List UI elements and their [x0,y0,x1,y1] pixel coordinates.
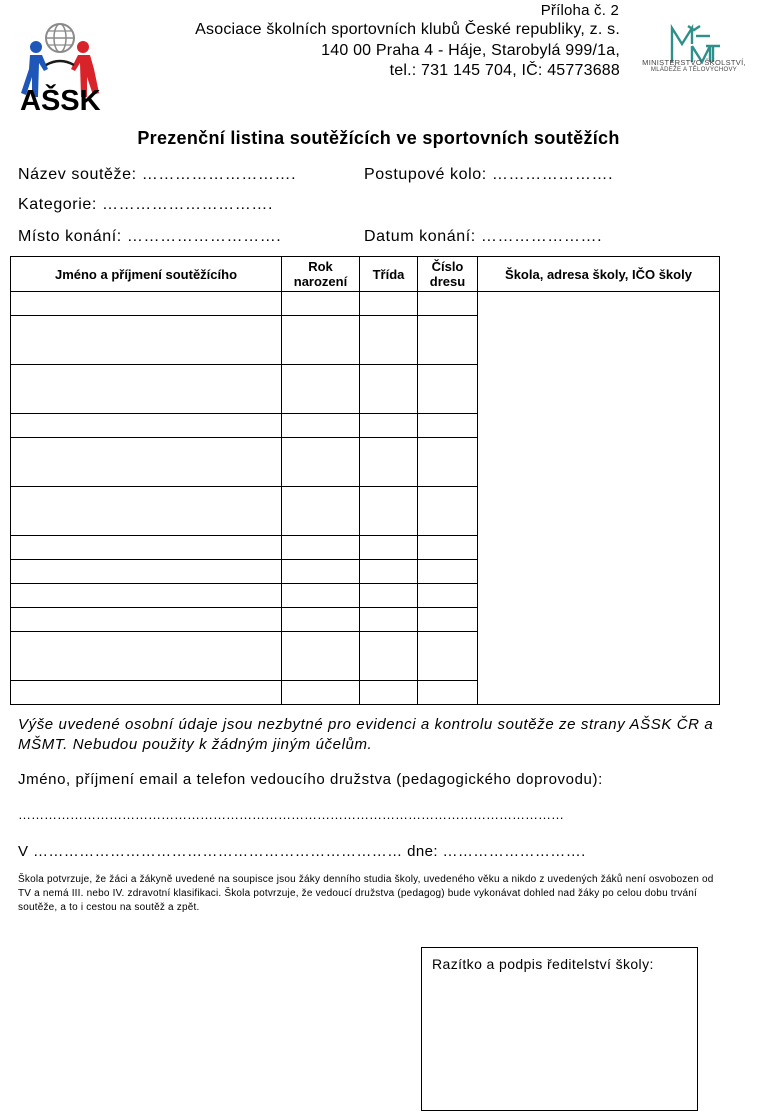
cell-birth-year[interactable] [282,438,360,487]
col-header-class: Třída [360,257,418,292]
msmt-name-line2: MLÁDEŽE A TĚLOVÝCHOVY [650,67,738,73]
privacy-note: Výše uvedené osobní údaje jsou nezbytné pro evidenci a kontrolu soutěže ze strany AŠSK ČR a MŠMT. Nebudou použity k žádným jiným účelům. [18,716,714,753]
cell-birth-year[interactable] [282,316,360,365]
competition-name-field[interactable]: Název soutěže: ………………………. [18,166,297,183]
cell-name[interactable] [11,487,282,536]
document-title: Prezenční listina soutěžících ve sportovních soutěžích [137,128,620,148]
col-header-name: Jméno a příjmení soutěžícího [11,257,282,292]
cell-name[interactable] [11,438,282,487]
cell-birth-year[interactable] [282,608,360,632]
cell-name[interactable] [11,316,282,365]
cell-class[interactable] [360,560,418,584]
col-header-school: Škola, adresa školy, IČO školy [478,257,720,292]
stamp-signature-label: Razítko a podpis ředitelství školy: [432,956,654,972]
cell-birth-year[interactable] [282,365,360,414]
round-field[interactable]: Postupové kolo: …………………. [364,166,614,183]
school-confirmation-text: Škola potvrzuje, že žáci a žákyně uvedené na soupisce jsou žáky denního studia školy, uvedeného věku a nikdo z uvedených žáků není osvobozen od TV a nemá III. nebo IV. zdravotní klasifikaci. Škola potvrzuje, že vedoucí družstva (pedagog) bude vykonávat dohled nad žáky po celou dobu trvání soutěže, a to i cestou na soutěž a zpět. [18,874,714,913]
cell-name[interactable] [11,292,282,316]
cell-jersey-number[interactable] [418,438,478,487]
cell-jersey-number[interactable] [418,632,478,681]
cell-name[interactable] [11,414,282,438]
cell-name[interactable] [11,681,282,705]
team-leader-label: Jméno, příjmení email a telefon vedoucího družstva (pedagogického doprovodu): [18,771,603,788]
cell-birth-year[interactable] [282,681,360,705]
cell-class[interactable] [360,536,418,560]
cell-name[interactable] [11,632,282,681]
cell-class[interactable] [360,365,418,414]
cell-class[interactable] [360,608,418,632]
cell-class[interactable] [360,487,418,536]
cell-jersey-number[interactable] [418,365,478,414]
col-header-jersey-number: Číslo dresu [418,257,478,292]
table-header-row [11,257,720,292]
organization-address: 140 00 Praha 4 - Háje, Starobylá 999/1a, [321,42,620,59]
team-leader-field[interactable]: ……………………………………………………………………………………………………………… [18,807,564,822]
cell-name[interactable] [11,560,282,584]
category-field[interactable]: Kategorie: …………………………. [18,196,274,213]
cell-birth-year[interactable] [282,536,360,560]
col-header-birth-year: Rok narození [282,257,360,292]
venue-field[interactable]: Místo konání: ………………………. [18,228,282,245]
place-and-date-field[interactable]: V ……………………………………………………………… dne: ………………………. [18,843,586,860]
cell-name[interactable] [11,536,282,560]
cell-jersey-number[interactable] [418,414,478,438]
cell-class[interactable] [360,584,418,608]
cell-class[interactable] [360,681,418,705]
participants-table [10,256,720,705]
table-body [11,292,720,705]
assk-logo-text: AŠSK [20,85,101,117]
msmt-name-line1: MINISTERSTVO ŠKOLSTVÍ, [642,58,746,67]
msmt-mark-icon [672,26,720,62]
cell-name[interactable] [11,584,282,608]
cell-class[interactable] [360,438,418,487]
cell-name[interactable] [11,608,282,632]
stamp-signature-box[interactable] [421,947,698,1111]
cell-jersey-number[interactable] [418,681,478,705]
organization-contact: tel.: 731 145 704, IČ: 45773688 [389,62,620,79]
cell-name[interactable] [11,365,282,414]
cell-jersey-number[interactable] [418,487,478,536]
cell-jersey-number[interactable] [418,584,478,608]
cell-class[interactable] [360,292,418,316]
cell-school[interactable] [478,292,720,705]
cell-birth-year[interactable] [282,584,360,608]
cell-birth-year[interactable] [282,414,360,438]
cell-birth-year[interactable] [282,632,360,681]
table-row [11,292,720,316]
organization-name: Asociace školních sportovních klubů České republiky, z. s. [195,21,620,38]
cell-jersey-number[interactable] [418,292,478,316]
globe-icon [46,24,74,52]
date-field[interactable]: Datum konání: …………………. [364,228,603,245]
cell-class[interactable] [360,414,418,438]
cell-jersey-number[interactable] [418,608,478,632]
cell-birth-year[interactable] [282,292,360,316]
cell-jersey-number[interactable] [418,316,478,365]
cell-jersey-number[interactable] [418,536,478,560]
cell-birth-year[interactable] [282,487,360,536]
annex-number: Příloha č. 2 [540,2,619,19]
cell-jersey-number[interactable] [418,560,478,584]
cell-birth-year[interactable] [282,560,360,584]
cell-class[interactable] [360,632,418,681]
cell-class[interactable] [360,316,418,365]
